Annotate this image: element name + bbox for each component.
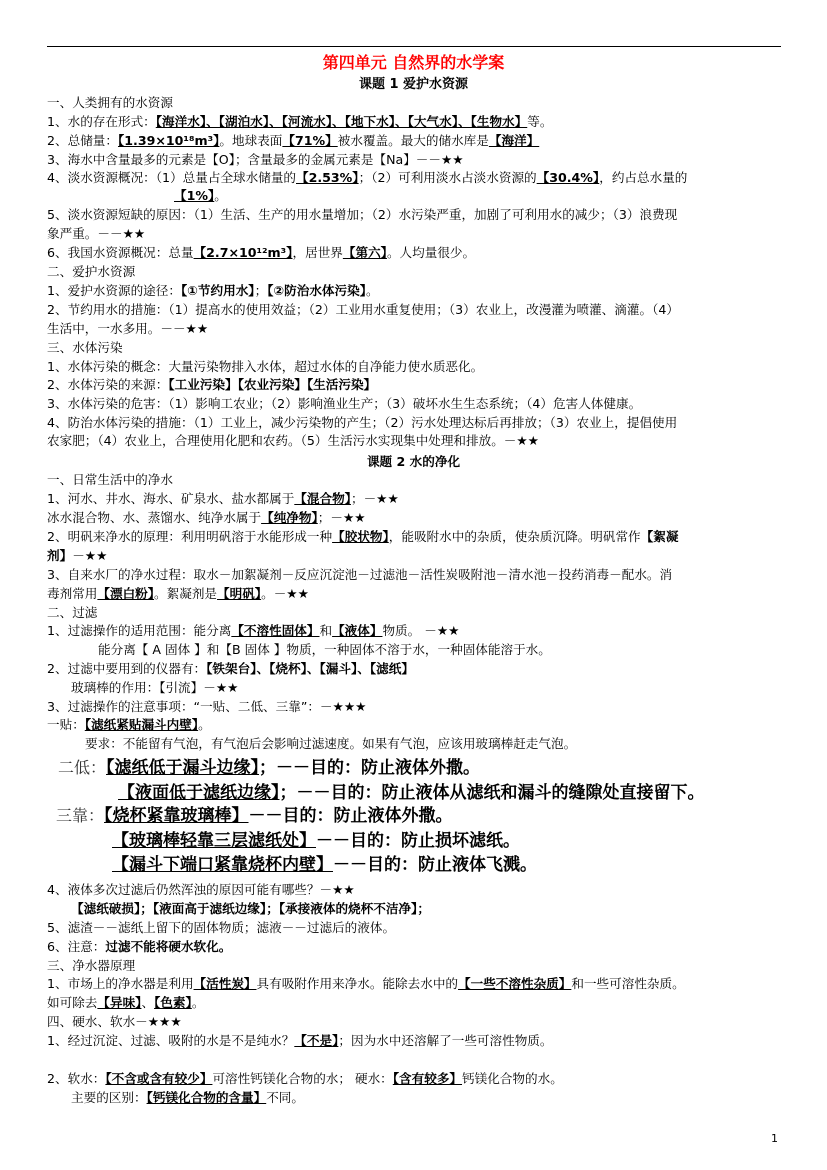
section-heading: 二、过滤 [47,605,98,620]
text-line: 毒剂常用【漂白粉】。絮凝剂是【明矾】。－★★ [47,586,309,601]
text-line: 要求：不能留有气泡，有气泡后会影响过滤速度。如果有气泡，应该用玻璃棒赶走气泡。 [85,736,577,751]
section-heading: 四、硬水、软水－★★★ [47,1014,182,1029]
section-heading: 一、人类拥有的水资源 [47,95,173,110]
text-line: 5、淡水资源短缺的原因：（1）生活、生产的用水量增加；（2）水污染严重，加剧了可利用水的减少；（3）浪费现 [47,207,678,222]
text-line: 3、自来水厂的净水过程：取水－加絮凝剂－反应沉淀池－过滤池－活性炭吸附池－清水池－投药消毒－配水。消 [47,567,673,582]
page-number: 1 [771,1132,778,1145]
section-heading: 三、水体污染 [47,340,123,355]
handwritten-line: 【漏斗下端口紧靠烧杯内壁】－－目的：防止液体飞溅。 [112,855,537,875]
text-line: 1、经过沉淀、过滤、吸附的水是不是纯水？【不是】；因为水中还溶解了一些可溶性物质。 [47,1033,553,1048]
text-line: 6、我国水资源概况：总量【2.7×10¹²m³】，居世界【第六】。人均量很少。 [47,245,476,260]
handwritten-line: 三靠：【烧杯紧靠玻璃棒】－－目的：防止液体外撒。 [56,806,453,826]
text-line: 4、淡水资源概况：（1）总量占全球水储量的【2.53%】；（2）可利用淡水占淡水资源的【30.4%】，约占总水量的 [47,170,688,185]
text-line: 6、注意：过滤不能将硬水软化。 [47,939,232,954]
text-line: 2、软水：【不含或含有较少】可溶性钙镁化合物的水； 硬水：【含有较多】钙镁化合物的水。 [47,1071,563,1086]
text-line: 农家肥；（4）农业上，合理使用化肥和农药。（5）生活污水实现集中处理和排放。－★★ [47,433,539,448]
text-line: 2、水体污染的来源：【工业污染】【农业污染】【生活污染】 [47,377,377,392]
text-line: 能分离【 A 固体 】和【B 固体 】物质，一种固体不溶于水，一种固体能溶于水。 [98,642,551,657]
text-line: 1、爱护水资源的途径：【①节约用水】；【②防治水体污染】。 [47,283,379,298]
page-title: 第四单元 自然界的水学案 [322,53,505,72]
text-line: 5、滤渣－－滤纸上留下的固体物质；滤液－－过滤后的液体。 [47,920,396,935]
text-line: 2、总储量：【1.39×10¹⁸m³】。地球表面【71%】被水覆盖。最大的储水库是【海洋】 [47,133,540,148]
text-line: 象严重。－－★★ [47,226,146,241]
text-line: 1、河水、井水、海水、矿泉水、盐水都属于【混合物】；－★★ [47,491,399,506]
section-heading: 二、爱护水资源 [47,264,136,279]
handwritten-line: 【玻璃棒轻靠三层滤纸处】－－目的：防止损坏滤纸。 [112,831,520,851]
text-line: 1、市场上的净水器是利用【活性炭】具有吸附作用来净水。能除去水中的【一些不溶性杂质】和一些可溶性杂质。 [47,976,685,991]
text-line: 3、水体污染的危害：（1）影响工农业；（2）影响渔业生产；（3）破坏水生生态系统；（4）危害人体健康。 [47,396,642,411]
lesson-2-title: 课题 2 水的净化 [366,454,461,469]
text-line: 玻璃棒的作用：【引流】－★★ [71,680,239,695]
header-rule [47,46,781,47]
handwritten-line: 【液面低于滤纸边缘】；－－目的：防止液体从滤纸和漏斗的缝隙处直接留下。 [118,783,705,803]
text-line: 2、节约用水的措施：（1）提高水的使用效益；（2）工业用水重复使用；（3）农业上，改漫灌为喷灌、滴灌。（4） [47,302,679,317]
text-line: 【滤纸破损】；【液面高于滤纸边缘】；【承接液体的烧杯不洁净】； [71,901,430,916]
text-line: 生活中，一水多用。－－★★ [47,321,209,336]
text-line: 冰水混合物、水、蒸馏水、纯净水属于【纯净物】；－★★ [47,510,366,525]
text-line: 1、过滤操作的适用范围：能分离【不溶性固体】和【液体】物质。 －★★ [47,623,460,638]
section-heading: 三、净水器原理 [47,958,136,973]
text-line: 2、明矾来净水的原理：利用明矾溶于水能形成一种【胶状物】，能吸附水中的杂质，使杂质沉降。明矾常作【絮凝 [47,529,679,544]
lesson-1-title: 课题 1 爱护水资源 [358,77,469,92]
text-line: 【1%】。 [174,188,227,203]
text-line: 4、防治水体污染的措施：（1）工业上，减少污染物的产生；（2）污水处理达标后再排放；（3）农业上，提倡使用 [47,415,678,430]
text-line: 1、水体污染的概念：大量污染物排入水体，超过水体的自净能力使水质恶化。 [47,359,484,374]
text-line: 如可除去【异味】、【色素】。 [47,995,205,1010]
text-line: 2、过滤中要用到的仪器有：【铁架台】、【烧杯】、【漏斗】、【滤纸】 [47,661,414,676]
text-line: 4、液体多次过滤后仍然浑浊的原因可能有哪些？－★★ [47,882,355,897]
section-heading: 一、日常生活中的净水 [47,472,173,487]
text-line: 3、海水中含量最多的元素是【O】；含量最多的金属元素是【Na】－－★★ [47,152,464,167]
handwritten-line: 二低：【滤纸低于漏斗边缘】；－－目的：防止液体外撒。 [58,758,481,778]
text-line: 一贴：【滤纸紧贴漏斗内壁】。 [47,717,211,732]
text-line: 1、水的存在形式：【海洋水】、【湖泊水】、【河流水】、【地下水】、【大气水】、【生物水】等。 [47,114,553,129]
text-line: 3、过滤操作的注意事项：“一贴、二低、三靠”：－★★★ [47,699,367,714]
text-line: 主要的区别：【钙镁化合物的含量】不同。 [71,1090,304,1105]
text-line: 剂】－★★ [47,548,108,563]
